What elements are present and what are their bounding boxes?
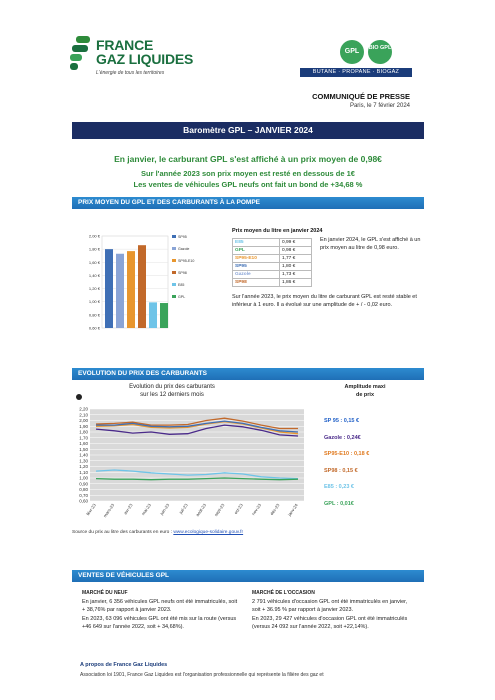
legend-swatch	[172, 295, 176, 298]
price-note-january: En janvier 2024, le GPL s'est affiché à un prix moyen au litre de 0,98 euro.	[320, 237, 421, 251]
y-tick-label: 0,80	[79, 487, 88, 492]
legend-swatch	[172, 247, 176, 250]
headline-2: Sur l'année 2023 son prix moyen est resté en dessous de 1€	[141, 169, 355, 178]
press-date: Paris, le 7 février 2024	[349, 103, 410, 109]
price-fuel: GPL	[233, 247, 280, 255]
new-market-title: MARCHÉ DU NEUF	[82, 590, 128, 596]
price-fuel: SP95-E10	[233, 255, 280, 263]
amplitude-item: SP98 : 0,15 €	[324, 467, 358, 474]
used-market-paragraph-2: En 2023, 29 427 véhicules d'occasion GPL ont été immatriculés (versus 24 092 sur l'année 2022, soit +22,14%).	[252, 616, 408, 631]
x-tick-label: févr-23	[85, 502, 97, 517]
biogpl-badge: BIO GPL	[368, 40, 392, 64]
press-release-label: COMMUNIQUÉ DE PRESSE	[312, 92, 410, 101]
y-tick-label: 2,20	[79, 406, 88, 412]
used-market-column	[252, 590, 410, 634]
y-tick-label: 2,00	[79, 418, 88, 423]
price-fuel: SP95	[233, 263, 280, 271]
new-market-column	[82, 590, 240, 634]
bar	[127, 251, 135, 328]
amplitude-item: GPL : 0,01€	[324, 500, 354, 507]
average-price-bar-chart	[80, 228, 200, 338]
y-tick-label: 1,30	[79, 458, 88, 464]
y-tick-label: 0,80 €	[88, 312, 100, 318]
evolution-chart-area	[72, 377, 310, 527]
about-title: A propos de France Gaz Liquides	[80, 662, 168, 668]
y-tick-label: 1,80 €	[88, 246, 100, 252]
price-value: 0,99 €	[279, 239, 311, 247]
y-tick-label: 1,00 €	[88, 299, 100, 305]
headline-1: En janvier, le carburant GPL s'est affiché à un prix moyen de 0,98€	[114, 154, 382, 164]
price-value: 1,86 €	[279, 279, 311, 287]
used-market-title: MARCHÉ DE L'OCCASION	[252, 590, 315, 596]
x-tick-label: sept-23	[213, 502, 226, 518]
x-tick-label: juin-23	[158, 502, 171, 516]
x-tick-label: janv-24	[286, 502, 299, 517]
legend-label: SP95-E10	[178, 259, 195, 263]
amplitude-item: SP95-E10 : 0,18 €	[324, 451, 370, 457]
price-row	[233, 263, 312, 271]
gpl-biogpl-logo	[300, 38, 412, 80]
legend-swatch	[172, 235, 176, 238]
price-value: 0,98 €	[279, 247, 311, 255]
price-note-year: Sur l'année 2023, le prix moyen du litre de carburant GPL est resté stable et inférieur à 1 euro. Il a évolué sur une amplitude de + / - 0,02 euro.	[232, 294, 417, 308]
x-tick-label: oct-23	[232, 502, 244, 516]
y-tick-label: 2,00 €	[88, 233, 100, 239]
bar	[138, 245, 146, 328]
headline-3: Les ventes de véhicules GPL neufs ont fait un bond de +34,68 %	[133, 180, 363, 189]
price-row	[233, 239, 312, 247]
logo-tagline: L'énergie de tous les territoires	[96, 70, 165, 76]
bar	[105, 249, 113, 328]
section-prix-moyen: PRIX MOYEN DU GPL ET DES CARBURANTS À LA POMPE	[72, 197, 424, 209]
new-market-paragraph-2: En 2023, 63 096 véhicules GPL ont été mis sur la route (versus +46 649 sur l'année 2022, soit + 34,68%).	[82, 616, 237, 631]
evolution-line-chart	[72, 405, 310, 527]
x-tick-label: juil-23	[178, 502, 189, 515]
y-tick-label: 1,40	[79, 452, 88, 458]
legend-label: SP95	[178, 235, 187, 239]
y-tick-label: 1,80	[79, 429, 88, 435]
x-tick-label: août-23	[194, 502, 208, 518]
legend-swatch	[172, 271, 176, 274]
legend-label: Gazole	[178, 247, 190, 251]
legend-label: GPL	[178, 295, 186, 299]
y-tick-label: 0,60 €	[88, 325, 100, 331]
y-tick-label: 1,20 €	[88, 286, 100, 292]
bar	[149, 302, 157, 328]
section-ventes: VENTES DE VÉHICULES GPL	[72, 570, 424, 582]
price-fuel: Gazole	[233, 271, 280, 279]
amplitude-item: Gazole : 0,24€	[324, 434, 361, 441]
price-value: 1,77 €	[279, 255, 311, 263]
y-tick-label: 2,10	[79, 412, 88, 418]
price-table	[232, 238, 312, 287]
bar	[116, 254, 124, 328]
y-tick-label: 0,90	[79, 481, 88, 487]
section-evolution: EVOLUTION DU PRIX DES CARBURANTS	[72, 368, 424, 380]
logo-mark-icon	[70, 36, 92, 74]
y-tick-label: 1,60 €	[88, 259, 100, 265]
price-row	[233, 271, 312, 279]
logo-strip: BUTANE · PROPANE · BIOGAZ	[300, 68, 412, 77]
used-market-paragraph-1: 2 791 véhicules d'occasion GPL ont été immatriculés en janvier, soit + 36.95 % par rapport à janvier 2023.	[252, 598, 408, 613]
bar	[160, 303, 168, 328]
y-tick-label: 0,60	[79, 498, 88, 504]
y-tick-label: 1,20	[79, 464, 88, 469]
logo-name: FRANCE GAZ LIQUIDES	[96, 37, 194, 67]
legend-label: SP98	[178, 271, 187, 275]
amplitude-item: E85 : 0,23 €	[324, 484, 354, 490]
legend-swatch	[172, 259, 176, 262]
amplitude-item: SP 95 : 0,15 €	[324, 418, 360, 424]
price-row	[233, 247, 312, 255]
about-text: Association loi 1901, France Gaz Liquides est l'organisation professionnelle qui représente la filière des gaz et	[80, 672, 324, 678]
price-box-title: Prix moyen du litre en janvier 2024	[232, 228, 323, 234]
price-row	[233, 279, 312, 287]
y-tick-label: 1,90	[79, 423, 88, 429]
price-fuel: SP98	[233, 279, 280, 287]
y-tick-label: 1,40 €	[88, 272, 100, 278]
x-tick-label: mars-23	[102, 502, 116, 519]
y-tick-label: 0,70	[79, 492, 88, 498]
page-title: Baromètre GPL – JANVIER 2024	[72, 122, 424, 139]
y-tick-label: 1,70	[79, 435, 88, 441]
y-tick-label: 1,00	[79, 475, 88, 481]
new-market-paragraph-1: En janvier, 6 356 véhicules GPL neufs ont été immatriculés, soit + 38,76% par rapport à janvier 2023.	[82, 598, 238, 613]
x-tick-label: déc-23	[269, 502, 281, 517]
price-value: 1,80 €	[279, 263, 311, 271]
x-tick-label: nov-23	[250, 502, 263, 517]
x-tick-label: avr-23	[122, 502, 134, 516]
y-tick-label: 1,10	[79, 469, 88, 475]
bullet-icon	[76, 394, 82, 400]
y-tick-label: 1,60	[79, 441, 88, 446]
france-gaz-liquides-logo	[70, 34, 210, 80]
gpl-badge: GPL	[340, 40, 364, 64]
evolution-chart-title: Evolution du prix des carburants sur les 12 derniers mois	[129, 384, 215, 398]
amplitude-title: Amplitude maxi de prix	[344, 384, 386, 398]
x-tick-label: mai-23	[140, 502, 152, 517]
source-line: Source du prix au litre des carburants en euro : www.ecologique-solidaire.gouv.fr	[72, 530, 244, 535]
price-value: 1,73 €	[279, 271, 311, 279]
y-tick-label: 1,50	[79, 446, 88, 452]
price-row	[233, 255, 312, 263]
price-fuel: E85	[233, 239, 280, 247]
source-link[interactable]: www.ecologique-solidaire.gouv.fr	[173, 530, 244, 535]
legend-swatch	[172, 283, 176, 286]
legend-label: E85	[178, 283, 185, 287]
